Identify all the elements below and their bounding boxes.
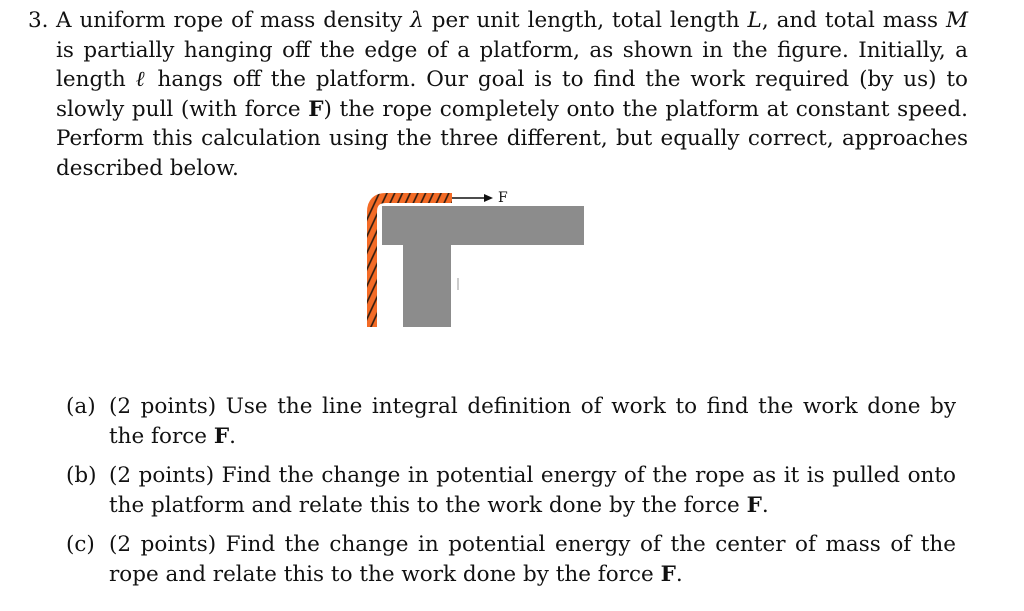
- problem-number: 3.: [28, 8, 49, 33]
- part-text-end: .: [675, 561, 683, 587]
- part-points: (2 points): [109, 532, 217, 557]
- part-label: (c): [66, 532, 95, 557]
- part-c: [66, 530, 956, 589]
- part-text: Find the change in potential energy of the rope as it is pulled onto the platform and relate this to the work done by the force: [109, 463, 956, 518]
- rope-platform-figure: [360, 180, 600, 330]
- platform-leg: [403, 245, 451, 327]
- part-text-end: .: [229, 423, 236, 449]
- part-b: [66, 461, 956, 520]
- force-arrowhead: [484, 194, 493, 202]
- symbol-F: F: [746, 492, 762, 518]
- symbol-F: F: [308, 96, 324, 122]
- platform-top: [382, 206, 584, 245]
- part-points: (2 points): [109, 394, 217, 419]
- symbol-F: F: [660, 561, 676, 587]
- text-segment: A uniform rope of mass density: [56, 8, 411, 33]
- part-a: [66, 392, 956, 451]
- sub-questions: [66, 392, 956, 599]
- part-label: (b): [66, 463, 97, 488]
- text-segment: per unit length, total length: [423, 8, 748, 33]
- symbol-L: L: [747, 8, 762, 33]
- symbol-ell: ℓ: [135, 67, 148, 92]
- figure-svg: [360, 180, 600, 330]
- symbol-F: F: [213, 423, 230, 449]
- text-segment: is partially hanging off the edge of a platform, as shown in the figure. Initially, a length: [56, 37, 968, 92]
- symbol-M: M: [946, 8, 969, 33]
- problem-statement: [28, 6, 968, 183]
- part-label: (a): [66, 394, 96, 419]
- part-text: Use the line integral definition of work to find the work done by the force: [109, 394, 956, 449]
- text-segment: ) the rope completely onto the platform at constant speed. Perform this calculation using the three different, but equally correct, approaches described below.: [56, 96, 968, 181]
- text-segment: , and total mass: [761, 8, 946, 33]
- part-points: (2 points): [109, 463, 215, 488]
- problem-text: [56, 6, 968, 183]
- force-label: F: [498, 190, 508, 206]
- text-segment: hangs off the platform. Our goal is to find the work required (by us) to slowly pull (with force: [56, 67, 969, 122]
- part-text: Find the change in potential energy of the center of mass of the rope and relate this to the work done by the force: [109, 532, 956, 587]
- part-text-end: .: [761, 492, 769, 518]
- symbol-lambda: λ: [410, 8, 424, 33]
